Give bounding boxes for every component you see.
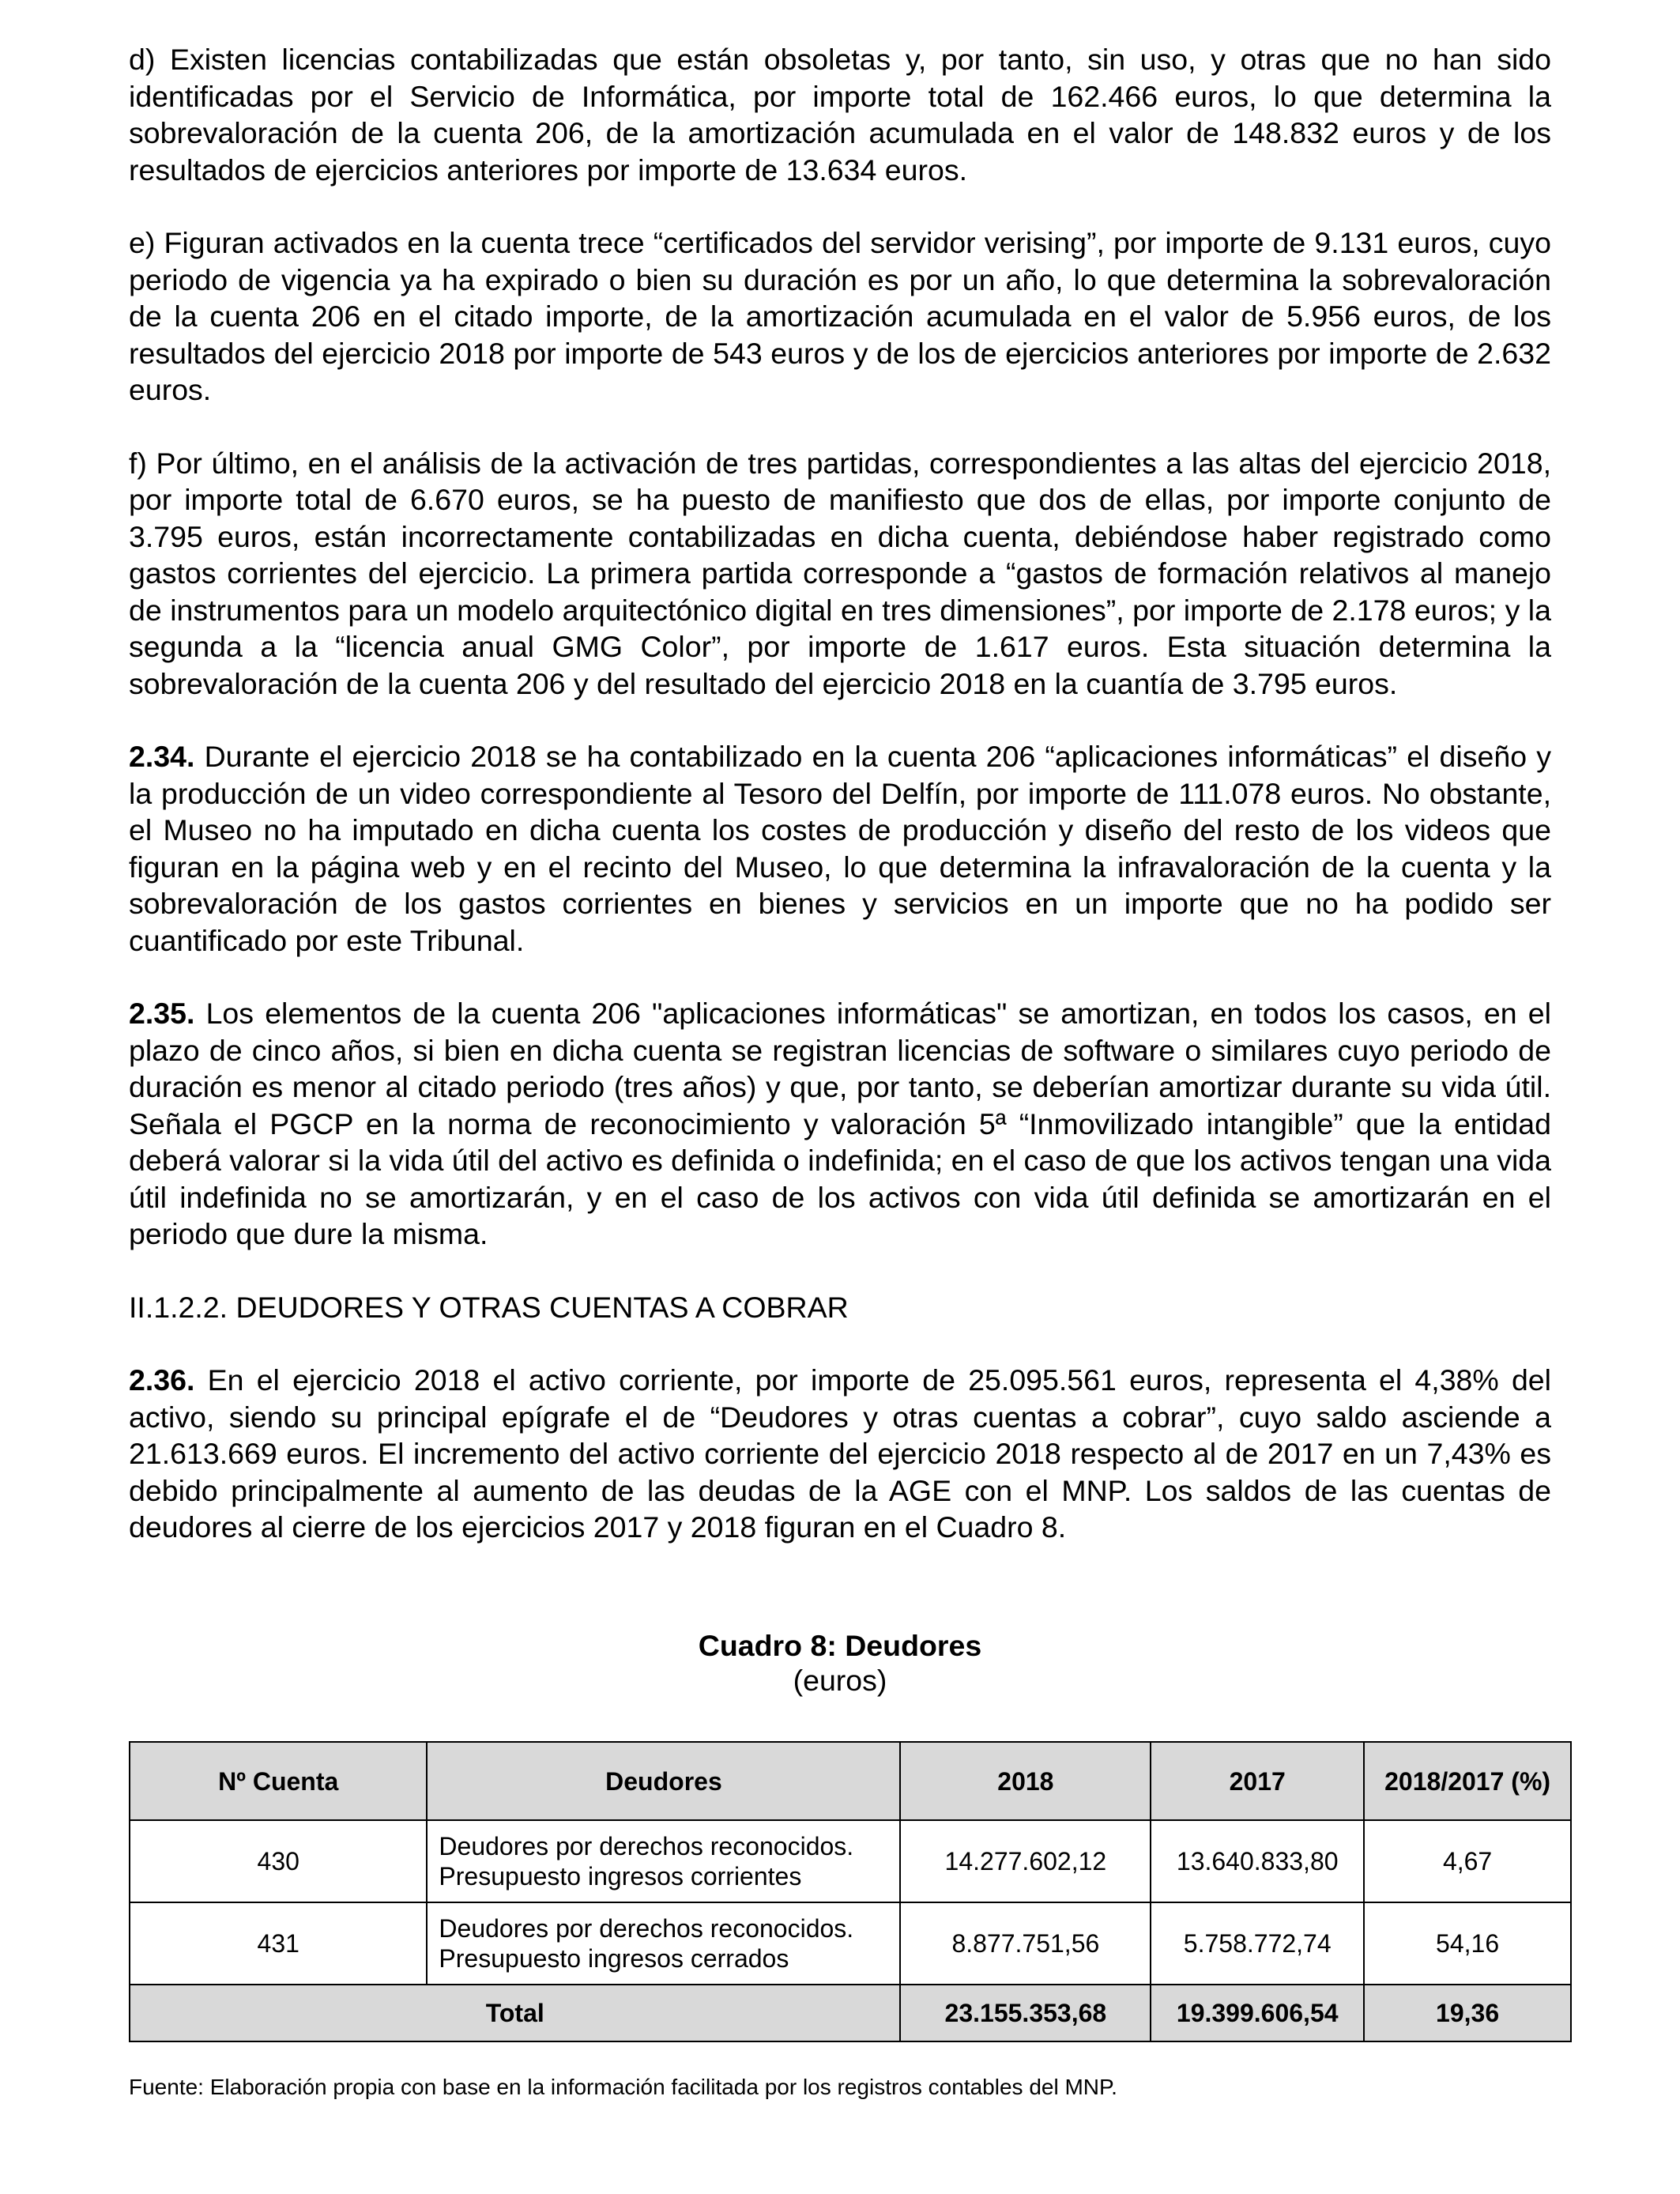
- header-variation: 2018/2017 (%): [1364, 1742, 1571, 1820]
- deudores-line-1: Deudores por derechos reconocidos.: [439, 1832, 854, 1860]
- table-total-row: [130, 1985, 1571, 2041]
- cell-cuenta: 430: [130, 1820, 427, 1902]
- cell-total-variation: 19,36: [1364, 1985, 1571, 2041]
- paragraph-number: 2.35.: [129, 997, 195, 1030]
- paragraph-e: e) Figuran activados en la cuenta trece “certificados del servidor verising”, por importe de 9.131 euros, cuyo periodo de vigencia ya ha expirado o bien su duración es por un año, lo que determina la sobrevaloración de la cuenta 206 en el citado importe, de la amortización acumulada en el valor de 5.956 euros, de los resultados del ejercicio 2018 por importe de 543 euros y de los de ejercicios anteriores por importe de 2.632 euros.: [129, 226, 1551, 406]
- table-source-note: Fuente: Elaboración propia con base en la información facilitada por los registros contables del MNP.: [129, 2075, 1117, 2099]
- cell-total-2017: 19.399.606,54: [1151, 1985, 1364, 2041]
- section-heading: II.1.2.2. DEUDORES Y OTRAS CUENTAS A COBRAR: [129, 1290, 849, 1324]
- table-title: Cuadro 8: Deudores: [698, 1629, 982, 1662]
- debtors-table: [129, 1741, 1572, 2042]
- header-2017: 2017: [1151, 1742, 1364, 1820]
- table-row: [130, 1902, 1571, 1985]
- cell-2018: 14.277.602,12: [900, 1820, 1151, 1902]
- deudores-line-2: Presupuesto ingresos cerrados: [439, 1944, 789, 1973]
- cell-total-label: Total: [130, 1985, 900, 2041]
- deudores-line-1: Deudores por derechos reconocidos.: [439, 1914, 854, 1943]
- cell-2017: 13.640.833,80: [1151, 1820, 1364, 1902]
- deudores-line-2: Presupuesto ingresos corrientes: [439, 1862, 802, 1891]
- header-2018: 2018: [900, 1742, 1151, 1820]
- document-body: [129, 41, 1551, 1546]
- paragraph-text: Durante el ejercicio 2018 se ha contabilizado en la cuenta 206 “aplicaciones informáticas” el diseño y la producción de un video correspondiente al Tesoro del Delfín, por importe de 111.078 euros. No obstante, el Museo no ha imputado en dicha cuenta los costes de producción y diseño del resto de los videos que figuran en la página web y en el recinto del Museo, lo que determina la infravaloración de la cuenta y la sobrevaloración de los gastos corrientes en bienes y servicios en un importe que no ha podido ser cuantificado por este Tribunal.: [129, 740, 1551, 957]
- paragraph-d: d) Existen licencias contabilizadas que están obsoletas y, por tanto, sin uso, y otras que no han sido identificadas por el Servicio de Informática, por importe total de 162.466 euros, lo que determina la sobrevaloración de la cuenta 206, de la amortización acumulada en el valor de 148.832 euros y de los resultados de ejercicios anteriores por importe de 13.634 euros.: [129, 43, 1551, 187]
- cell-variation: 4,67: [1364, 1820, 1571, 1902]
- table-row: [130, 1820, 1571, 1902]
- paragraph-number: 2.36.: [129, 1363, 195, 1397]
- paragraph-number: 2.34.: [129, 740, 195, 773]
- table-subtitle: (euros): [793, 1664, 887, 1697]
- cell-2018: 8.877.751,56: [900, 1902, 1151, 1985]
- paragraph-2-35: [129, 995, 1551, 1253]
- table-header-row: [130, 1742, 1571, 1820]
- paragraph-f: f) Por último, en el análisis de la activación de tres partidas, correspondientes a las altas del ejercicio 2018, por importe total de 6.670 euros, se ha puesto de manifiesto que dos de ellas, por importe conjunto de 3.795 euros, están incorrectamente contabilizadas en dicha cuenta, debiéndose haber registrado como gastos corrientes del ejercicio. La primera partida corresponde a “gastos de formación relativos al manejo de instrumentos para un modelo arquitectónico digital en tres dimensiones”, por importe de 2.178 euros; y la segunda a la “licencia anual GMG Color”, por importe de 1.617 euros. Esta situación determina la sobrevaloración de la cuenta 206 y del resultado del ejercicio 2018 en la cuantía de 3.795 euros.: [129, 446, 1551, 700]
- paragraph-text: Los elementos de la cuenta 206 "aplicaciones informáticas" se amortizan, en todos los casos, en el plazo de cinco años, si bien en dicha cuenta se registran licencias de software o similares cuyo periodo de duración es menor al citado periodo (tres años) y que, por tanto, se deberían amortizar durante su vida útil. Señala el PGCP en la norma de reconocimiento y valoración 5ª “Inmovilizado intangible” que la entidad deberá valorar si la vida útil del activo es definida o indefinida; en el caso de que los activos tengan una vida útil indefinida no se amortizarán, y en el caso de los activos con vida útil definida se amortizarán en el periodo que dure la misma.: [129, 997, 1551, 1250]
- paragraph-text: En el ejercicio 2018 el activo corriente, por importe de 25.095.561 euros, representa el 4,38% del activo, siendo su principal epígrafe el de “Deudores y otras cuentas a cobrar”, cuyo saldo asciende a 21.613.669 euros. El incremento del activo corriente del ejercicio 2018 respecto al de 2017 en un 7,43% es debido principalmente al aumento de las deudas de la AGE con el MNP. Los saldos de las cuentas de deudores al cierre de los ejercicios 2017 y 2018 figuran en el Cuadro 8.: [129, 1363, 1551, 1544]
- header-deudores: Deudores: [427, 1742, 900, 1820]
- cell-deudores: [427, 1820, 900, 1902]
- table-caption: [129, 1628, 1551, 1698]
- cell-2017: 5.758.772,74: [1151, 1902, 1364, 1985]
- cell-deudores: [427, 1902, 900, 1985]
- paragraph-2-34: [129, 738, 1551, 959]
- cell-variation: 54,16: [1364, 1902, 1571, 1985]
- paragraph-2-36: [129, 1362, 1551, 1546]
- header-cuenta: Nº Cuenta: [130, 1742, 427, 1820]
- cell-cuenta: 431: [130, 1902, 427, 1985]
- cell-total-2018: 23.155.353,68: [900, 1985, 1151, 2041]
